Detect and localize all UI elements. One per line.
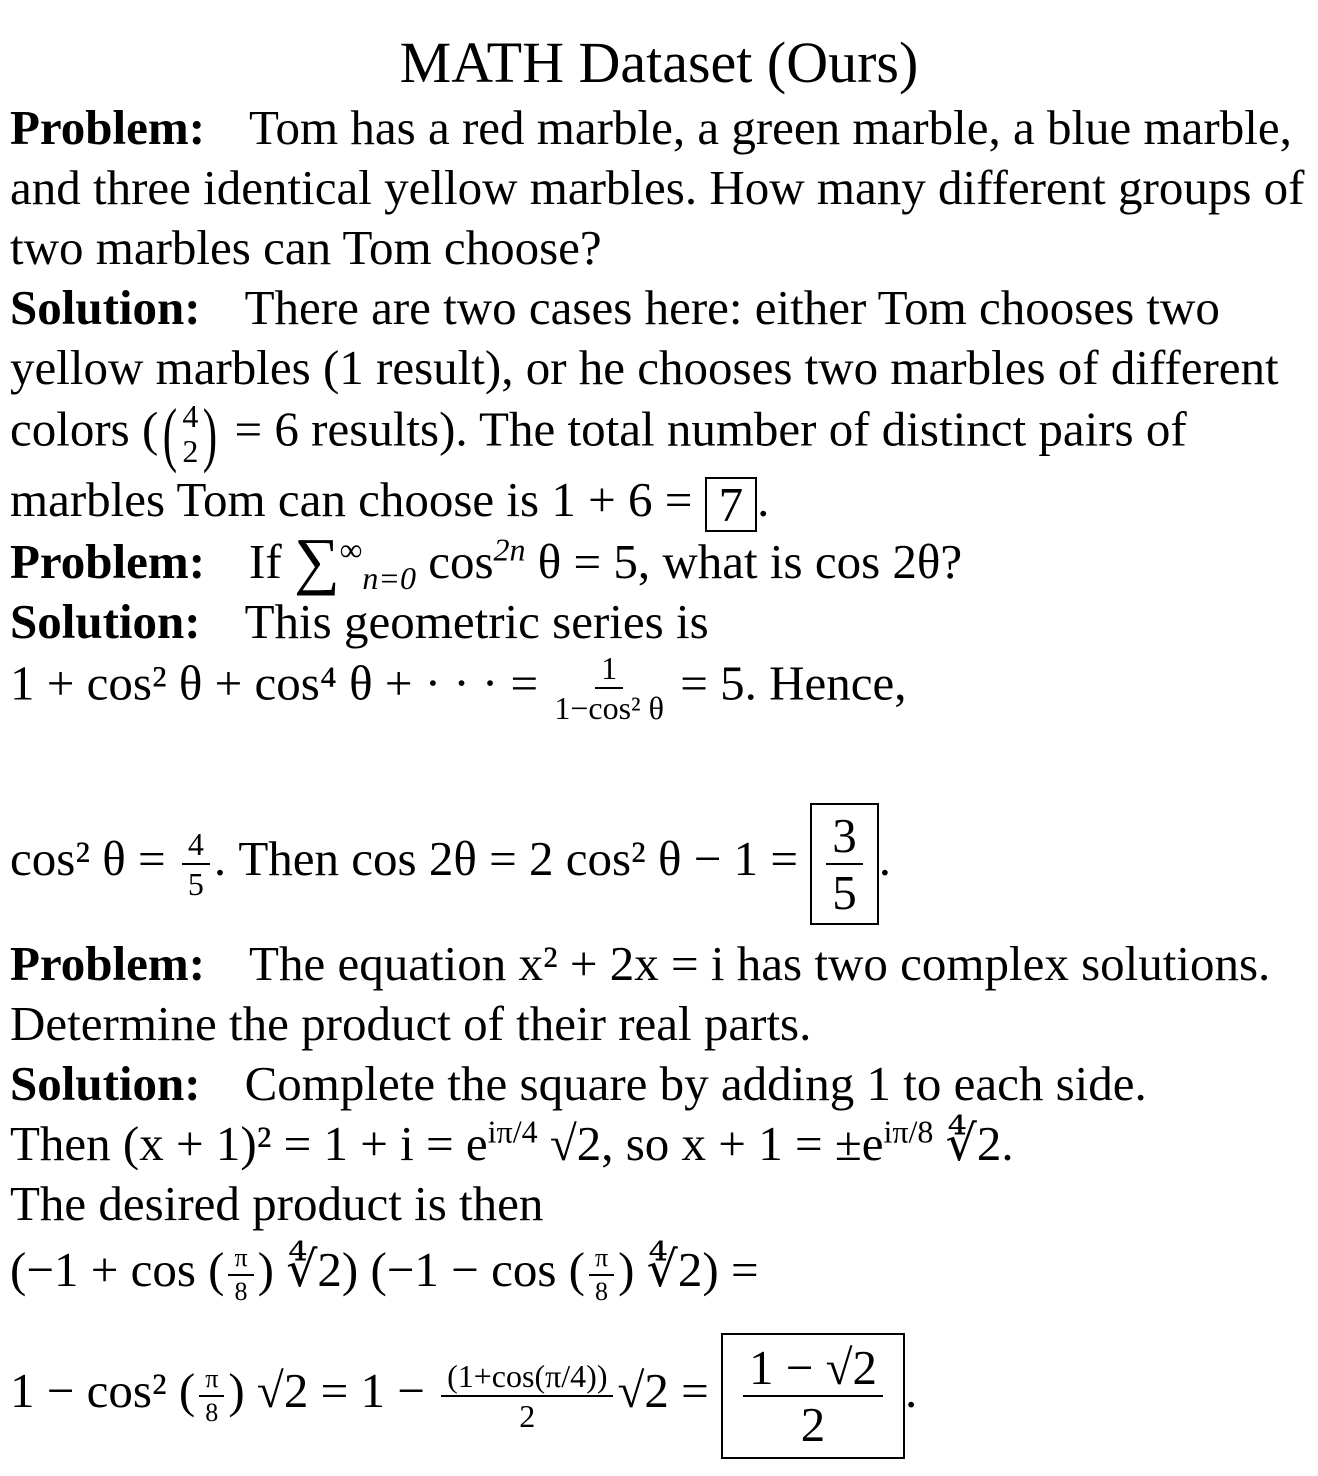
eq-pre: cos² θ = — [10, 831, 178, 887]
frac-num: 1 − √2 — [743, 1343, 883, 1397]
solution-text-b: = 6 results). The total number of distinct pairs of marbles Tom can choose is 1 + 6 = — [10, 401, 1187, 527]
solution-2 — [10, 592, 1308, 652]
eq-c: ∜2. — [933, 1116, 1014, 1172]
frac-num: π — [228, 1245, 253, 1276]
fraction — [441, 1358, 613, 1435]
problem-text-pre: If — [249, 534, 294, 590]
equation-line — [10, 1234, 1308, 1306]
eq-c: √2 = — [617, 1363, 721, 1419]
frac-num: 1 — [595, 652, 623, 689]
fraction — [182, 826, 210, 903]
sum-lower: n=0 — [362, 560, 416, 597]
text-line: The desired product is then — [10, 1176, 544, 1232]
frac-den: 8 — [205, 1398, 219, 1428]
binom-top: 4 — [182, 397, 199, 434]
sum-upper: ∞ — [339, 532, 363, 569]
frac-den: 8 — [234, 1277, 248, 1307]
eq-mid: . Then cos 2θ = 2 cos² θ − 1 = — [213, 831, 811, 887]
fraction — [554, 650, 664, 727]
solution-text-a: There are two cases here: either Tom chooses two yellow marbles (1 result), or he chooses two marbles of different colors ( — [10, 280, 1279, 457]
eq-b: ) ∜2) (−1 − cos ( — [257, 1242, 585, 1298]
solution-label: Solution: — [10, 594, 201, 650]
exponent: iπ/4 — [487, 1114, 538, 1151]
fraction — [589, 1245, 614, 1305]
page-title: MATH Dataset (Ours) — [399, 30, 919, 95]
problem-text: The equation x² + 2x = i has two complex solutions. Determine the product of their real parts. — [10, 936, 1271, 1052]
frac-den: 5 — [187, 866, 204, 903]
problem-label: Problem: — [10, 936, 206, 992]
solution-intro: Complete the square by adding 1 to each side. — [244, 1056, 1147, 1112]
frac-num: π — [589, 1245, 614, 1276]
eq-a: 1 − cos² ( — [10, 1363, 196, 1419]
fraction — [199, 1366, 224, 1426]
solution-label: Solution: — [10, 1056, 201, 1112]
boxed-answer — [721, 1333, 905, 1459]
problem-text-mid: cos — [415, 534, 494, 590]
frac-num: π — [199, 1366, 224, 1397]
boxed-answer — [810, 803, 879, 925]
eq-a: (−1 + cos ( — [10, 1242, 225, 1298]
eq-b: ) √2 = 1 − — [228, 1363, 438, 1419]
frac-den: 2 — [800, 1397, 826, 1453]
frac-den: 2 — [519, 1398, 536, 1435]
exponent: iπ/8 — [883, 1114, 934, 1151]
eq-b: √2, so x + 1 = ±e — [537, 1116, 884, 1172]
equation-line — [10, 1114, 1308, 1174]
eq-pre: 1 + cos² θ + cos⁴ θ + · · · = — [10, 655, 551, 711]
frac-den: 1−cos² θ — [554, 690, 664, 727]
solution-3 — [10, 1054, 1308, 1114]
boxed-answer: 7 — [705, 477, 758, 532]
equation-line — [10, 650, 1308, 727]
equation-line: cos² θ = $\frac{4}{5}$ . Then cos 2θ = 2 cos² θ − 1 = $\frac{3}{5}$ . — [10, 784, 1308, 934]
problem-3 — [10, 934, 1308, 1054]
solution-label: Solution: — [10, 280, 201, 335]
frac-num: (1+cos(π/4)) — [441, 1360, 613, 1397]
eq-c: ) ∜2) = — [618, 1242, 759, 1298]
problem-label: Problem: — [10, 100, 206, 155]
solution-intro: This geometric series is — [244, 594, 709, 650]
problem-1 — [10, 98, 1308, 278]
binom-bottom: 2 — [182, 433, 199, 469]
eq-post: = 5. Hence, — [667, 655, 907, 711]
binomial-coefficient: ( 4 2 ) — [163, 394, 218, 474]
eq-a: Then (x + 1)² = 1 + i = e — [10, 1116, 488, 1172]
solution-1: Solution: There are two cases here: either Tom chooses two yellow marbles (1 result), or he chooses two marbles of different colors ( ( 4 2 ) = 6 results). The total number of distinct pairs of marbles Tom can choose is 1 + 6 = 7 . — [10, 280, 1279, 533]
power: 2n — [493, 532, 526, 569]
problem-text-post: θ = 5, what is cos 2θ? — [525, 534, 963, 590]
fraction — [228, 1245, 253, 1305]
sum-symbol: ∑ — [293, 525, 340, 597]
problem-2 — [10, 525, 1308, 597]
frac-den: 5 — [832, 865, 857, 921]
problem-label: Problem: — [10, 534, 206, 590]
equation-line: 1 − cos² ( $\frac{\pi}{8}$ ) √2 = 1 − $\frac{(1+\cos(\pi/4))}{2}$ √2 = $\frac{1 - √2}{2}$ . — [10, 1306, 1308, 1476]
frac-num: 3 — [826, 811, 863, 865]
frac-den: 8 — [595, 1277, 609, 1307]
frac-num: 4 — [182, 828, 210, 865]
problem-text: Tom has a red marble, a green marble, a blue marble, and three identical yellow marbles. How many different groups of two marbles can Tom choose? — [10, 100, 1305, 275]
